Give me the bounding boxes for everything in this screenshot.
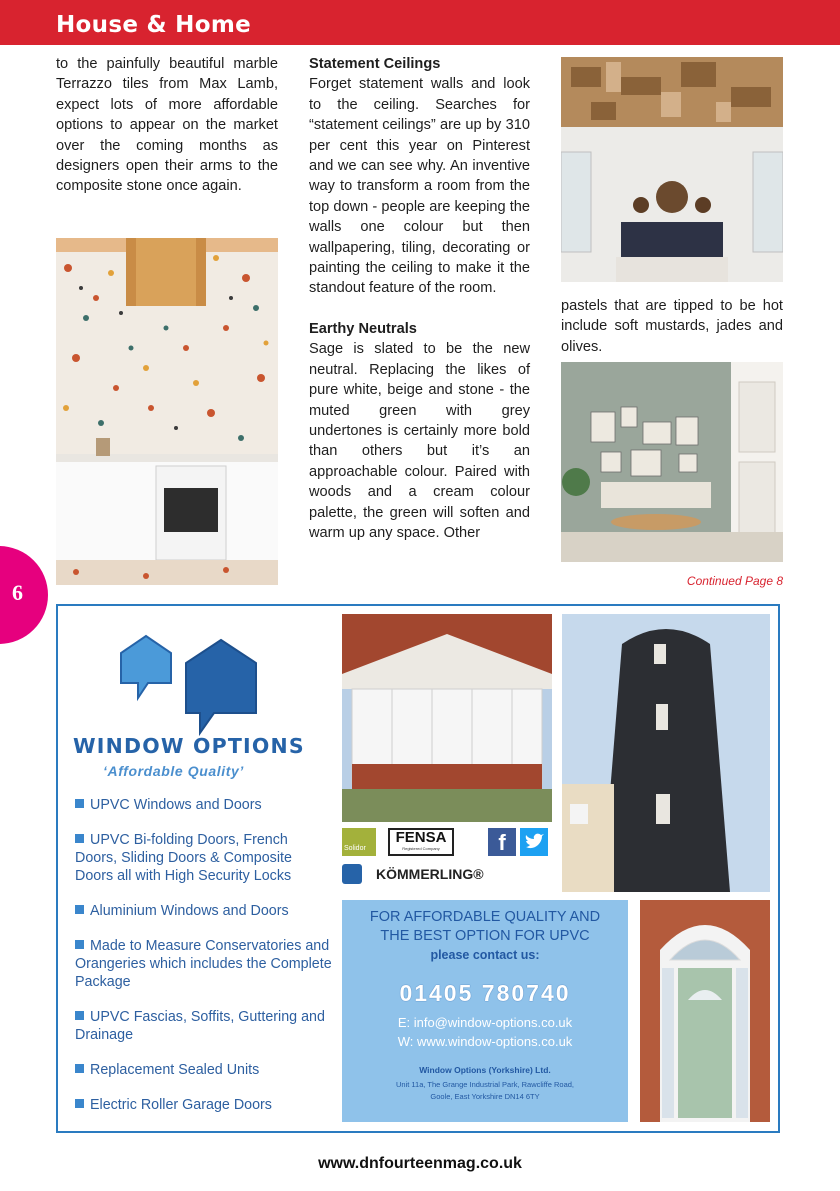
solidor-logo: Solidor bbox=[342, 828, 376, 856]
kommerling-logo: KÖMMERLING® bbox=[376, 866, 484, 882]
service-item: UPVC Bi-folding Doors, French Doors, Sliding Doors & Composite Doors all with High Security Locks bbox=[75, 832, 292, 884]
service-item: Electric Roller Garage Doors bbox=[73, 1096, 333, 1114]
article-paragraph: pastels that are tipped to be hot include soft mustards, jades and olives. bbox=[561, 298, 783, 355]
heading-statement-ceilings: Statement Ceilings bbox=[309, 56, 441, 72]
page-number-tab bbox=[0, 546, 48, 644]
service-item: UPVC Windows and Doors bbox=[73, 796, 333, 814]
article-column-2 bbox=[309, 54, 530, 563]
footer-website[interactable]: www.dnfourteenmag.co.uk bbox=[318, 1155, 522, 1172]
house-speech-bubble-icon bbox=[116, 628, 266, 738]
statement-ceiling-photo bbox=[561, 57, 783, 282]
bullet-icon bbox=[75, 1011, 84, 1020]
article-column-1 bbox=[56, 54, 278, 217]
front-door-photo bbox=[640, 900, 770, 1122]
fensa-logo: FENSA Registered Company bbox=[388, 828, 454, 856]
service-item: Aluminium Windows and Doors bbox=[73, 902, 333, 920]
window-options-advert bbox=[56, 604, 780, 1133]
contact-please: please contact us: bbox=[430, 948, 540, 962]
kommerling-icon bbox=[342, 864, 362, 884]
advert-tagline: ‘Affordable Quality’ bbox=[103, 763, 244, 779]
article-paragraph: Sage is slated to be the new neutral. Replacing the likes of pure white, beige and stone - the muted green with grey undertones is certainly more bold than others but it’s an approachable colour. Paired with woods and a cream colour palette, the green will soften and warm up any space. Other bbox=[309, 341, 530, 541]
services-list bbox=[73, 796, 333, 1131]
service-item: Replacement Sealed Units bbox=[73, 1061, 333, 1079]
sage-living-room-photo bbox=[561, 362, 783, 562]
contact-box bbox=[342, 900, 628, 1122]
service-item: UPVC Fascias, Soffits, Guttering and Drainage bbox=[75, 1009, 325, 1043]
heading-earthy-neutrals: Earthy Neutrals bbox=[309, 320, 417, 337]
article-paragraph: Forget statement walls and look to the ceiling. Searches for “statement ceilings” are up by 310 per cent this year on Pinterest and we can see why. An inventive way to transform a room from the top down - people are keeping the walls one colour but then wallpapering, tiling, decorating or painting the ceiling to make it the standout feature of the room. bbox=[309, 76, 530, 297]
website-address[interactable]: W: www.window-options.co.uk bbox=[397, 1034, 573, 1049]
company-address: Unit 11a, The Grange Industrial Park, Rawcliffe Road, Goole, East Yorkshire DN14 6TY bbox=[395, 1080, 574, 1101]
bullet-icon bbox=[75, 905, 84, 914]
windmill-photo bbox=[562, 614, 770, 892]
bullet-icon bbox=[75, 1099, 84, 1108]
article-paragraph: to the painfully beautiful marble Terrazzo tiles from Max Lamb, expect lots of more affordable options to appear on the market over the coming months as designers open their arms to the composite stone once again. bbox=[56, 56, 278, 195]
bullet-icon bbox=[75, 799, 84, 808]
advert-brand: WINDOW OPTIONS bbox=[73, 734, 305, 758]
contact-headline: FOR AFFORDABLE QUALITY AND THE BEST OPTION FOR UPVC bbox=[369, 909, 601, 944]
phone-number[interactable]: 01405 780740 bbox=[399, 980, 571, 1006]
email-address[interactable]: E: info@window-options.co.uk bbox=[397, 1015, 573, 1030]
facebook-icon[interactable]: f bbox=[488, 828, 516, 856]
page-number: 6 bbox=[12, 580, 23, 605]
section-title: House & Home bbox=[56, 12, 252, 38]
service-item: Made to Measure Conservatories and Orangeries which includes the Complete Package bbox=[75, 938, 332, 990]
conservatory-photo bbox=[342, 614, 552, 822]
bullet-icon bbox=[75, 834, 84, 843]
terrazzo-kitchen-photo bbox=[56, 238, 278, 585]
company-name: Window Options (Yorkshire) Ltd. bbox=[419, 1065, 551, 1075]
bullet-icon bbox=[75, 940, 84, 949]
twitter-icon[interactable] bbox=[520, 828, 548, 856]
continued-link[interactable]: Continued Page 8 bbox=[686, 574, 783, 588]
bullet-icon bbox=[75, 1064, 84, 1073]
